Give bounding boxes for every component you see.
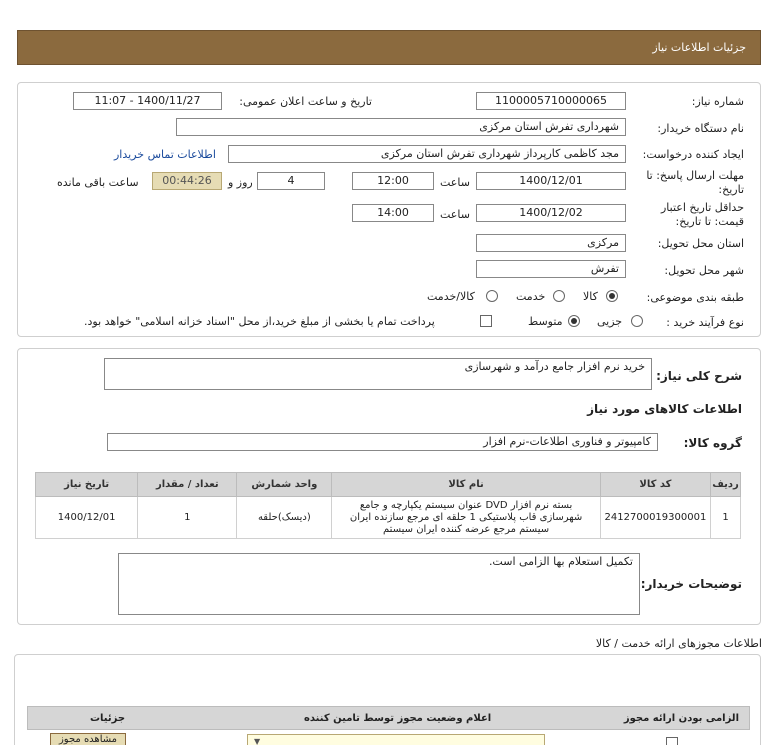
announce-field: 1400/11/27 - 11:07 [73, 92, 222, 110]
category-service-label: خدمت [516, 290, 546, 303]
process-label: نوع فرآیند خرید : [666, 316, 744, 329]
deadline-time-label: ساعت [440, 176, 470, 189]
col-code: کد کالا [600, 473, 710, 497]
need-number-field: 1100005710000065 [476, 92, 626, 110]
validity-time-field: 14:00 [352, 204, 434, 222]
validity-label-date: قیمت: تا تاریخ: [675, 215, 744, 228]
cell-date: 1400/12/01 [36, 497, 138, 539]
view-permit-button[interactable]: مشاهده مجوز [50, 733, 126, 745]
cell-name: بسته نرم افزار DVD عنوان سیستم یکپارچه و جامع شهرسازی قاب پلاستیکی 1 حلقه ای مرجع سازنده ایران سیستم مرجع عرضه کننده ایران سیستم [332, 497, 600, 539]
goods-info-title: اطلاعات کالاهای مورد نیاز [587, 402, 742, 416]
category-service-radio[interactable] [553, 290, 565, 302]
permits-panel [14, 654, 761, 745]
buyer-org-label: نام دستگاه خریدار: [657, 122, 744, 135]
remaining-label: ساعت باقی مانده [57, 176, 139, 189]
days-remaining-field: 4 [257, 172, 325, 190]
page-header [17, 30, 761, 65]
cell-row: 1 [711, 497, 741, 539]
buyer-contact-link[interactable]: اطلاعات تماس خریدار [114, 148, 216, 161]
city-label: شهر محل تحویل: [664, 264, 744, 277]
requester-field: مجد کاظمی کارپرداز شهرداری تفرش استان مرکزی [228, 145, 626, 163]
need-number-label: شماره نیاز: [691, 95, 744, 108]
requester-label: ایجاد کننده درخواست: [642, 148, 744, 161]
validity-label: حداقل تاریخ اعتبار [660, 201, 744, 214]
validity-date-field: 1400/12/02 [476, 204, 626, 222]
process-medium-radio[interactable] [568, 315, 580, 327]
deadline-date-field: 1400/12/01 [476, 172, 626, 190]
items-table-header [36, 473, 741, 497]
permit-details-header: جزئیات [90, 713, 126, 724]
category-goods-service-radio[interactable] [486, 290, 498, 302]
process-medium-label: متوسط [528, 315, 563, 328]
table-row [36, 497, 741, 539]
summary-field: خرید نرم افزار جامع درآمد و شهرسازی [104, 358, 652, 390]
permits-title: اطلاعات مجوزهای ارائه خدمت / کالا [595, 637, 762, 650]
chevron-down-icon: ▼ [254, 737, 261, 745]
category-goods-service-label: کالا/خدمت [427, 290, 475, 303]
process-partial-label: جزیی [597, 315, 623, 328]
permit-status-select[interactable] [247, 734, 545, 745]
summary-label: شرح کلی نیاز: [656, 369, 742, 383]
validity-time-label: ساعت [440, 208, 470, 221]
treasury-payment-checkbox[interactable] [480, 315, 492, 327]
province-label: استان محل تحویل: [657, 237, 744, 250]
announce-label: تاریخ و ساعت اعلان عمومی: [239, 95, 372, 108]
cell-unit: (دیسک)حلقه [237, 497, 332, 539]
process-partial-radio[interactable] [631, 315, 643, 327]
col-name: نام کالا [332, 473, 600, 497]
permit-status-header: اعلام وضعیت مجوز توسط تامین کننده [304, 713, 492, 724]
category-label: طبقه بندی موضوعی: [646, 291, 744, 304]
city-field: تفرش [476, 260, 626, 278]
countdown-timer: 00:44:26 [152, 172, 222, 190]
items-table [35, 472, 741, 539]
treasury-payment-note: پرداخت تمام یا بخشی از مبلغ خرید،از محل "اسناد خزانه اسلامی" خواهد بود. [84, 315, 435, 328]
days-label: روز و [228, 176, 253, 189]
deadline-time-field: 12:00 [352, 172, 434, 190]
buyer-org-field: شهرداری تفرش استان مرکزی [176, 118, 626, 136]
cell-code: 2412700019300001 [600, 497, 710, 539]
province-field: مرکزی [476, 234, 626, 252]
col-qty: تعداد / مقدار [138, 473, 237, 497]
permit-required-checkbox[interactable] [666, 737, 678, 745]
page-title: جزئیات اطلاعات نیاز [652, 41, 746, 54]
goods-group-field: کامپیوتر و فناوری اطلاعات-نرم افزار [107, 433, 658, 451]
buyer-notes-label: توضیحات خریدار: [640, 577, 742, 591]
cell-qty: 1 [138, 497, 237, 539]
col-date: تاریخ نیاز [36, 473, 138, 497]
deadline-label-date: تاریخ: [718, 183, 744, 196]
col-row: ردیف [711, 473, 741, 497]
deadline-label: مهلت ارسال پاسخ: تا [646, 169, 744, 182]
permits-table-header [27, 706, 750, 730]
buyer-notes-field: تکمیل استعلام بها الزامی است. [118, 553, 640, 615]
category-goods-label: کالا [583, 290, 598, 303]
col-unit: واحد شمارش [237, 473, 332, 497]
permit-required-header: الزامی بودن ارائه مجوز [623, 713, 739, 724]
category-goods-radio[interactable] [606, 290, 618, 302]
goods-group-label: گروه کالا: [683, 436, 742, 450]
